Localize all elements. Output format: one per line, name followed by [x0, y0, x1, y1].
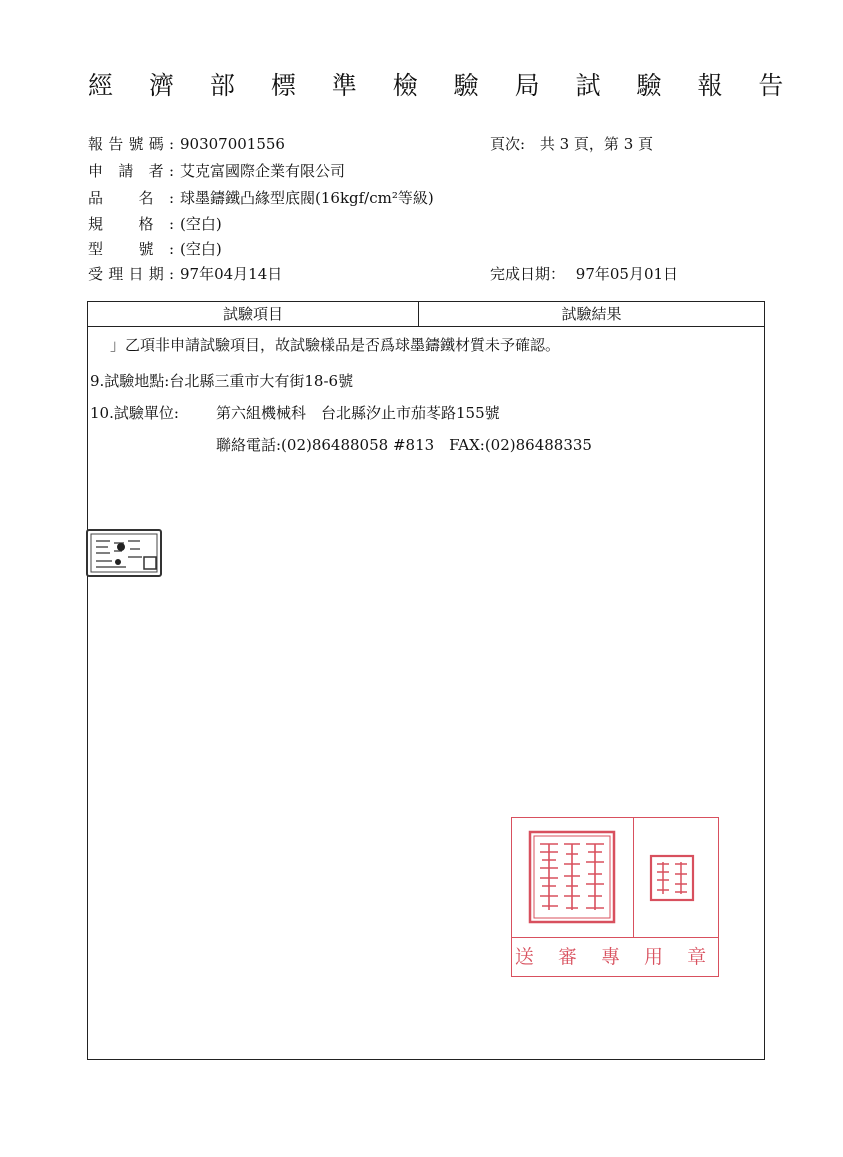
model-row [88, 238, 222, 259]
applicant-value: 艾克富國際企業有限公司 [180, 162, 346, 180]
spec-row [88, 213, 222, 234]
product-label: 品 名: [88, 189, 174, 207]
spec-label: 規 格: [88, 215, 174, 233]
inspection-stamp-icon [88, 531, 160, 575]
spec-value: (空白) [180, 215, 222, 233]
stamp-caption: 送 審 專 用 章 [514, 946, 716, 968]
report-title: 經 濟 部 標 準 檢 驗 局 試 驗 報 告 [88, 71, 798, 100]
stamp-box-vertical-divider [633, 818, 634, 937]
test-location-line: 9.試驗地點:台北縣三重市大有街18-6號 [90, 372, 354, 390]
test-unit-value: 第六組機械科 台北縣汐止市茄苳路155號 [216, 404, 500, 422]
report-number-value: 90307001556 [180, 135, 285, 153]
submission-stamp-box [511, 817, 719, 977]
page-info-label: 頁次: [490, 135, 526, 153]
note-line: 」乙項非申請試驗項目，故試驗樣品是否爲球墨鑄鐵材質未予確認。 [110, 336, 561, 354]
report-number-row [88, 133, 285, 154]
page-info-value: 共 3 頁，第 3 頁 [539, 135, 654, 153]
inspection-stamp [86, 529, 162, 577]
model-label: 型 號: [88, 240, 174, 258]
test-item-header: 試驗項目 [88, 302, 419, 326]
report-number-label: 報告號碼: [88, 135, 174, 153]
model-value: (空白) [180, 240, 222, 258]
accept-date-row [88, 263, 282, 284]
complete-date-value: 97年05月01日 [575, 265, 679, 283]
product-row [88, 187, 434, 208]
accept-date-label: 受理日期: [88, 265, 174, 283]
applicant-label: 申 請 者: [88, 162, 174, 180]
contact-line: 聯絡電話:(02)86488058 #813 FAX:(02)86488335 [216, 436, 592, 454]
accept-date-value: 97年04月14日 [180, 265, 283, 283]
complete-date-row [490, 263, 678, 284]
test-unit-label: 10.試驗單位: [90, 404, 179, 422]
applicant-row [88, 160, 345, 181]
company-seal-icon [528, 830, 616, 924]
page-info-row [490, 133, 653, 154]
personal-seal-icon [649, 854, 695, 902]
complete-date-label: 完成日期： [490, 265, 566, 283]
product-value: 球墨鑄鐵凸緣型底閥(16kgf/cm²等級) [180, 189, 434, 207]
table-header [88, 302, 764, 327]
test-result-header: 試驗結果 [561, 305, 622, 323]
